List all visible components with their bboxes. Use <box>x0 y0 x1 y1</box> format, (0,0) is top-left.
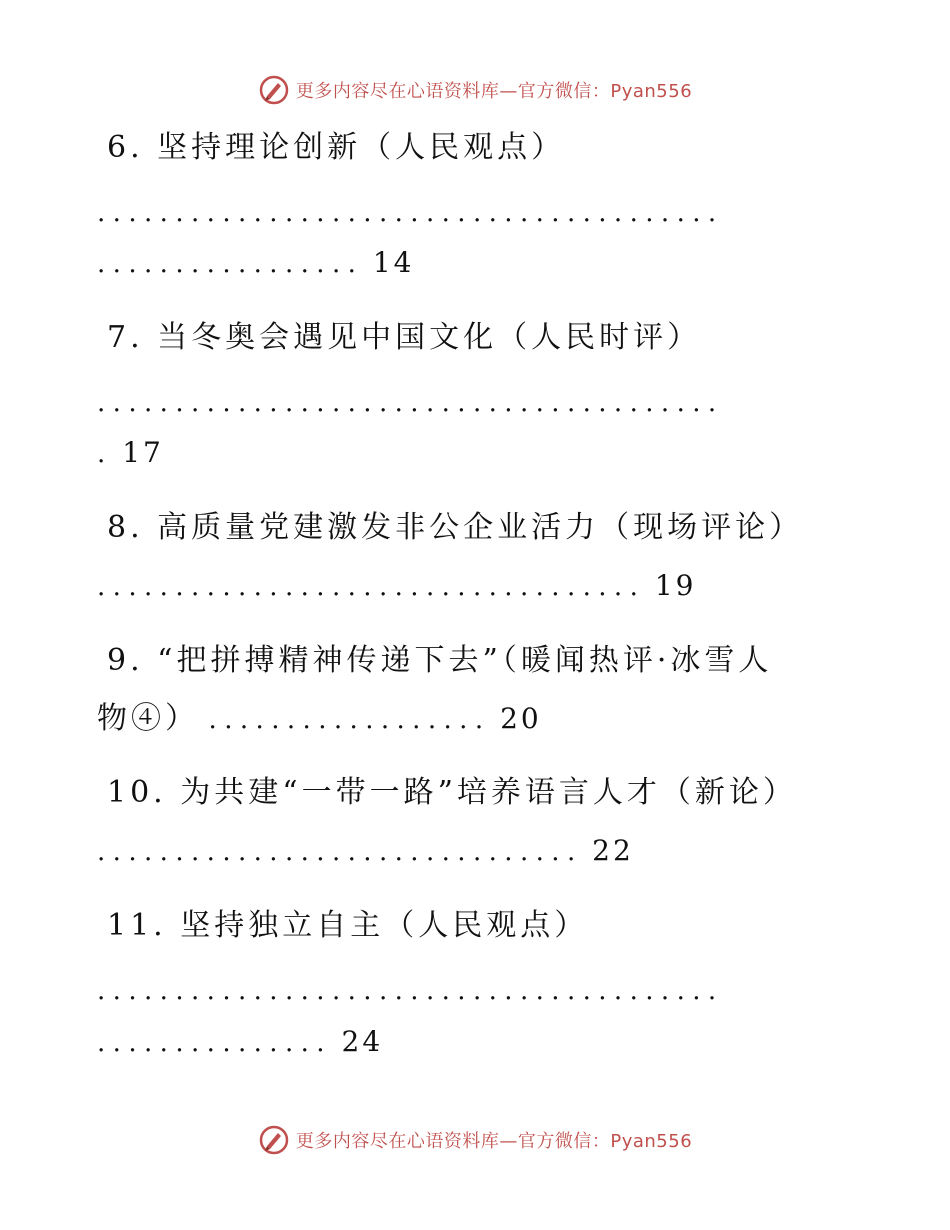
toc-entry-7-page-line <box>97 433 164 473</box>
dot-leader: ........................................ <box>97 976 724 1006</box>
toc-entry-9-page-line <box>97 699 542 739</box>
toc-entry-10-page-line <box>97 831 634 871</box>
dot-leader: ................. <box>97 249 364 279</box>
toc-entry-8-title[interactable] <box>107 508 803 548</box>
toc-entry-11-leader <box>97 970 724 1010</box>
page-number: 22 <box>592 834 634 867</box>
pen-logo-icon <box>258 1124 290 1156</box>
toc-entry-8-page-line <box>97 566 696 606</box>
toc-entry-title-text: 10. 为共建“一带一路”培养语言人才（新论） <box>107 775 797 810</box>
toc-entry-title-text: 7. 当冬奥会遇见中国文化（人民时评） <box>107 320 702 355</box>
page-number: 17 <box>122 436 164 469</box>
toc-entry-7-leader <box>97 382 724 422</box>
dot-leader: ............................... <box>97 837 583 867</box>
toc-entry-title-text: 9. “把拼搏精神传递下去”（暖闻热评·冰雪人 <box>107 643 773 678</box>
page-number: 19 <box>654 569 697 602</box>
toc-entry-title-text: 11. 坚持独立自主（人民观点） <box>107 908 589 943</box>
dot-leader: . <box>97 439 113 469</box>
toc-entry-10-title[interactable] <box>107 773 797 813</box>
toc-entry-6-title[interactable] <box>107 128 565 168</box>
footer-banner-text: 更多内容尽在心语资料库—官方微信：Pyan556 <box>295 1131 693 1152</box>
toc-entry-title-text: 8. 高质量党建激发非公企业活力（现场评论） <box>107 510 804 545</box>
toc-entry-6-page-line <box>97 243 415 283</box>
pen-logo-icon <box>258 74 290 106</box>
toc-entry-6-leader <box>97 192 724 232</box>
page-number: 20 <box>500 702 542 735</box>
toc-entry-9-title[interactable] <box>107 641 772 681</box>
toc-entry-11-page-line <box>97 1022 383 1062</box>
header-banner-text: 更多内容尽在心语资料库—官方微信：Pyan556 <box>295 81 693 102</box>
dot-leader: ............... <box>97 1028 332 1058</box>
dot-leader: ................................... <box>97 572 646 602</box>
page-number: 14 <box>372 246 415 279</box>
dot-leader: ........................................ <box>97 388 724 418</box>
header-banner <box>0 70 950 110</box>
toc-entry-title-text: 6. 坚持理论创新（人民观点） <box>107 130 566 165</box>
dot-leader: ........................................ <box>97 198 724 228</box>
dot-leader: .................. <box>208 705 491 735</box>
page-number: 24 <box>341 1025 384 1058</box>
footer-banner <box>0 1120 950 1160</box>
toc-entry-title-continued: 物④） <box>97 701 199 736</box>
toc-entry-11-title[interactable] <box>107 906 588 946</box>
toc-entry-7-title[interactable] <box>107 318 701 358</box>
